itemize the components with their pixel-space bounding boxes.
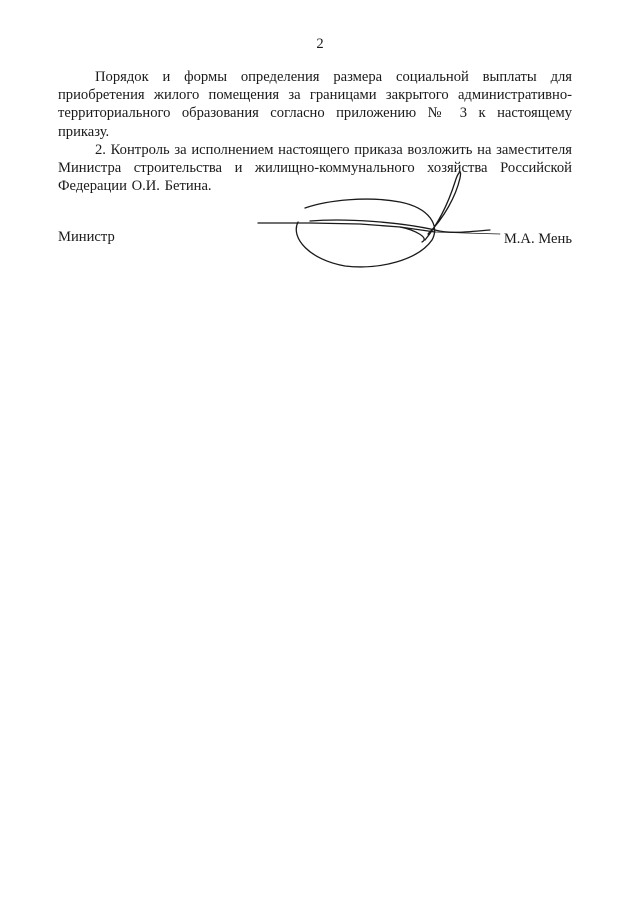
page-number: 2	[316, 36, 324, 52]
signature-block	[58, 228, 572, 248]
paragraph-control-assignment: 2. Контроль за исполнением настоящего приказа возложить на заместителя Министра строительства и жилищно-коммунального хозяйства Российской Федерации О.И. Бетина.	[58, 141, 572, 195]
signer-position: Министр	[58, 229, 115, 245]
signer-name: М.А. Мень	[503, 231, 572, 247]
paragraph-social-payment-procedure: Порядок и формы определения размера социальной выплаты для приобретения жилого помещения за границами закрытого административно-территориального образования согласно приложению № 3 к настоящему приказу.	[58, 69, 572, 140]
handwritten-signature	[250, 160, 520, 280]
